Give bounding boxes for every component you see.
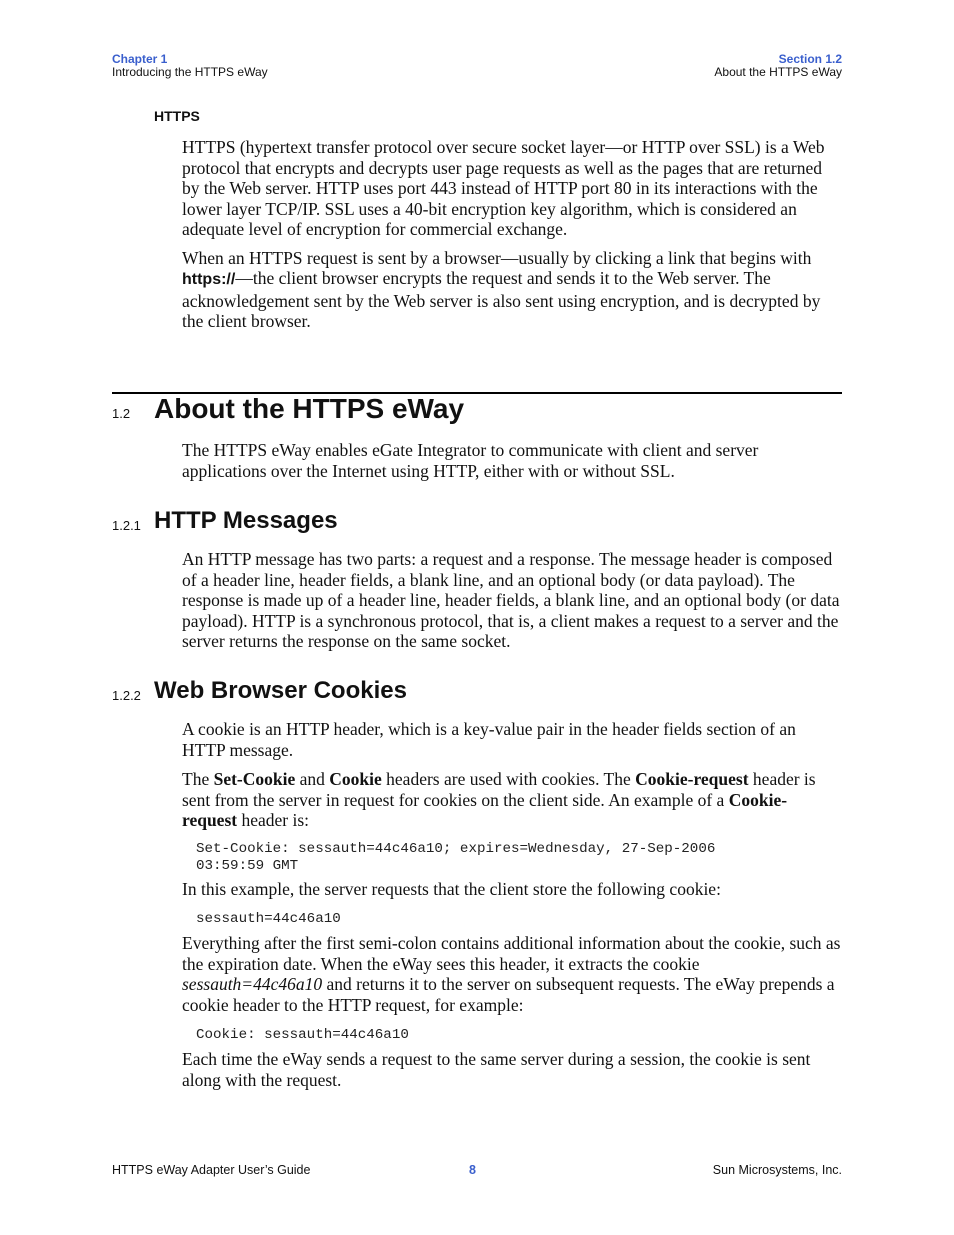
bold-term: Set-Cookie: [213, 769, 296, 789]
cookies-paragraph-1-block: [182, 719, 842, 831]
cookies-paragraph-3: In this example, the server requests that the client store the following cookie:: [182, 879, 721, 899]
text-run: and returns it to the server on subsequent requests. The eWay prepends a cookie header to the HTTP request, for example:: [182, 974, 835, 1015]
code-line: 03:59:59 GMT: [196, 857, 299, 874]
https-heading: HTTPS: [154, 108, 200, 124]
https-prefix: https://: [182, 271, 236, 288]
cookies-paragraph-4-block: [182, 933, 842, 1015]
https-paragraph-1: HTTPS (hypertext transfer protocol over secure socket layer—or HTTP over SSL) is a Web protocol that encrypts and decrypts user page requests as well as the pages that are returned by the Web server. HTTP uses port 443 instead of HTTP port 80 in its interactions with the lower layer TCP/IP. SSL uses a 40-bit encryption key algorithm, which is considered an adequate level of encryption for commercial exchange.: [182, 137, 825, 239]
section-title-header: About the HTTPS eWay: [714, 65, 842, 79]
cookies-paragraph-3-block: [182, 879, 842, 900]
code-example-2: sessauth=44c46a10: [196, 911, 341, 927]
section-1-2-body: [182, 440, 842, 481]
code-example-3: Cookie: sessauth=44c46a10: [196, 1027, 409, 1043]
code-example-1: [196, 841, 715, 874]
subsection-number: 1.2.1: [112, 518, 141, 533]
text-run: Everything after the first semi-colon contains additional information about the cookie, such as the expiration date. When the eWay sees this header, it extracts the cookie: [182, 933, 841, 974]
text-run: headers are used with cookies. The: [381, 769, 636, 789]
cookies-paragraph-5: Each time the eWay sends a request to the same server during a session, the cookie is sent along with the request.: [182, 1049, 811, 1090]
text-run: and: [295, 769, 330, 789]
code-line: Set-Cookie: sessauth=44c46a10; expires=Wednesday, 27-Sep-2006: [196, 841, 716, 857]
section-number: 1.2: [112, 406, 131, 421]
section-1-2-paragraph: The HTTPS eWay enables eGate Integrator to communicate with client and server applications over the Internet using HTTP, either with or without SSL.: [182, 440, 759, 481]
running-header-right: [714, 53, 842, 79]
page-number: 8: [469, 1163, 476, 1177]
italic-term: sessauth=44c46a10: [182, 974, 323, 994]
cookies-paragraph-1: A cookie is an HTTP header, which is a key-value pair in the header fields section of an HTTP message.: [182, 719, 796, 760]
cookies-paragraph-5-block: [182, 1049, 842, 1090]
chapter-label: Chapter 1: [112, 52, 168, 66]
cookies-paragraph-4: [182, 933, 842, 1015]
section-label: Section 1.2: [778, 52, 842, 66]
http-messages-paragraph: An HTTP message has two parts: a request and a response. The message header is composed of a header line, header fields, a blank line, and an optional body (or data payload). The response is made up of a header line, header fields, a blank line, and an optional body (or data payload). HTTP is a synchronous protocol, that is, a client makes a request to a server and the server returns the response on the same socket.: [182, 549, 840, 651]
https-body: [182, 137, 842, 332]
text-run: header is sent from the server in request for cookies on the client side. An example of a: [182, 769, 816, 810]
text-run: —the client browser encrypts the request and sends it to the Web server. The acknowledgement sent by the Web server is also sent using encryption, and is decrypted by the client browser.: [182, 268, 821, 331]
subsection-title: HTTP Messages: [154, 507, 338, 534]
https-paragraph-2: [182, 248, 842, 332]
cookies-paragraph-2: [182, 769, 842, 831]
section-title: About the HTTPS eWay: [154, 393, 465, 424]
text-run: The: [182, 769, 214, 789]
running-header-left: [112, 53, 268, 79]
text-run: header is:: [237, 810, 310, 830]
subsection-title: Web Browser Cookies: [154, 677, 407, 704]
chapter-title: Introducing the HTTPS eWay: [112, 65, 268, 79]
subsection-number: 1.2.2: [112, 688, 141, 703]
bold-term: Cookie-request: [182, 789, 788, 830]
footer-guide-title: HTTPS eWay Adapter User’s Guide: [112, 1163, 311, 1177]
bold-term: Cookie-request: [635, 769, 749, 789]
text-run: When an HTTPS request is sent by a browser—usually by clicking a link that begins with: [182, 247, 812, 268]
bold-term: Cookie: [329, 769, 382, 789]
section-1-2-1-body: [182, 549, 842, 652]
footer-company: Sun Microsystems, Inc.: [712, 1163, 842, 1177]
